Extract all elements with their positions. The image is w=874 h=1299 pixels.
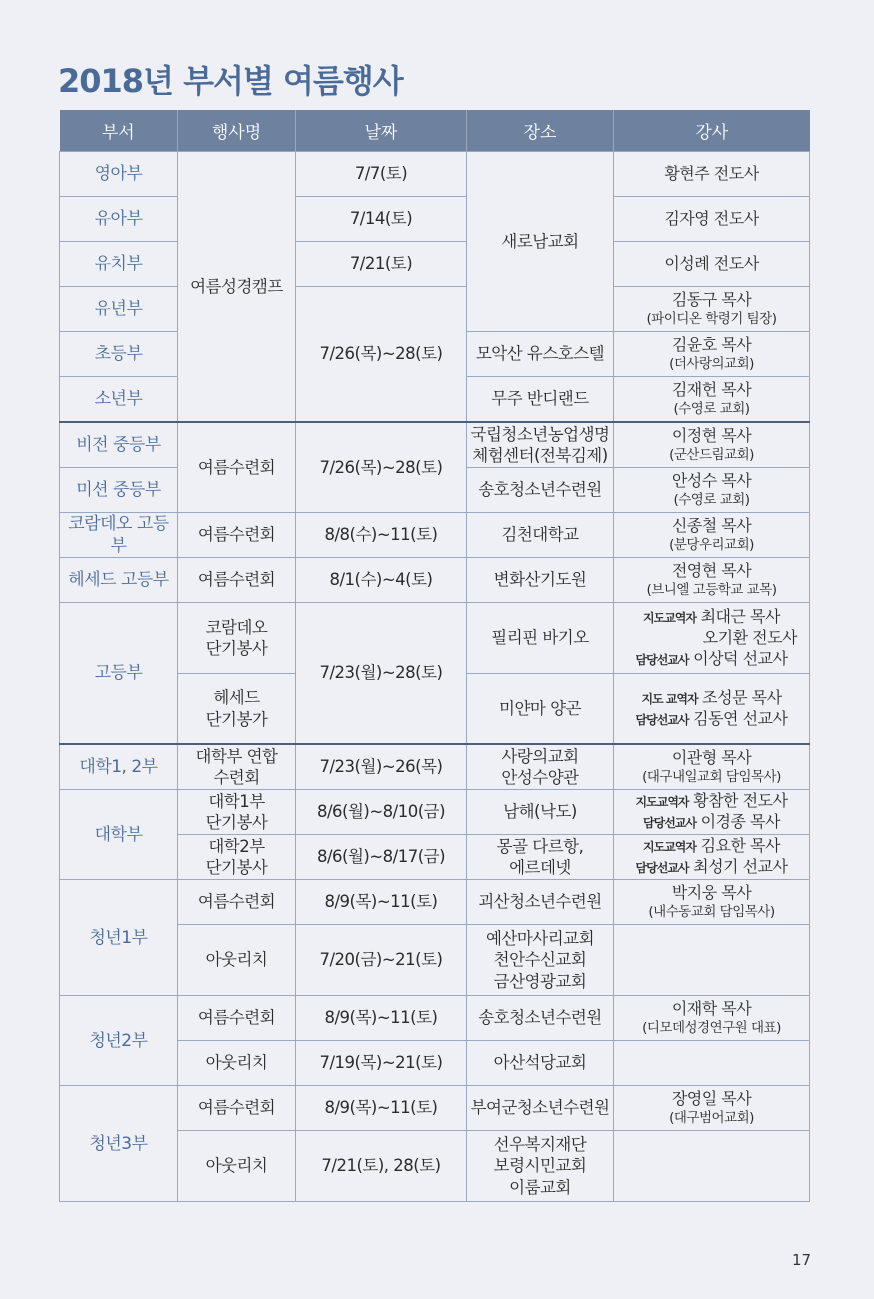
place-cell (467, 925, 614, 996)
speaker-cell (614, 744, 810, 790)
event-cell: 여름수련회 (178, 880, 296, 925)
event-cell (178, 674, 296, 745)
table-row (60, 880, 810, 925)
table-row (60, 790, 810, 835)
speaker-line (616, 791, 807, 812)
event-line: 단기봉사 (205, 639, 268, 659)
event-cell: 여름성경캠프 (178, 152, 296, 423)
place-cell: 새로남교회 (467, 152, 614, 332)
date-cell: 7/23(월)~26(목) (296, 744, 467, 790)
dept-cell: 영아부 (60, 152, 178, 197)
speaker-name: 최대근 목사 (700, 606, 780, 626)
dept-cell: 초등부 (60, 332, 178, 377)
dept-cell: 유아부 (60, 197, 178, 242)
table-row (60, 1086, 810, 1131)
event-line: 단기봉가 (205, 709, 268, 729)
speaker-role: 담당선교사 (635, 652, 689, 667)
header-date: 날짜 (296, 110, 467, 152)
speaker-name: 신종철 목사 (671, 515, 752, 535)
speaker-affiliation: (더사랑의교회) (669, 355, 754, 372)
speaker-cell (614, 558, 810, 603)
speaker-cell-empty (614, 925, 810, 996)
speaker-name: 이상덕 선교사 (693, 648, 788, 668)
event-cell: 여름수련회 (178, 996, 296, 1041)
place-cell: 부여군청소년수련원 (467, 1086, 614, 1131)
place-line: 예산마사리교회 (485, 929, 595, 949)
dept-cell: 청년2부 (60, 996, 178, 1086)
speaker-name: 이경종 목사 (700, 812, 780, 832)
speaker-name: 이관형 목사 (671, 748, 752, 768)
speaker-name: 김윤호 목사 (671, 334, 752, 354)
dept-cell: 유년부 (60, 287, 178, 332)
speaker-cell (614, 880, 810, 925)
date-cell: 7/7(토) (296, 152, 467, 197)
place-cell: 송호청소년수련원 (467, 468, 614, 513)
place-cell (467, 835, 614, 880)
speaker-affiliation: (대구내일교회 담임목사) (642, 768, 781, 785)
event-cell: 여름수련회 (178, 558, 296, 603)
speaker-name: 조성문 목사 (702, 687, 782, 707)
header-dept: 부서 (60, 110, 178, 152)
place-line: 몽골 다르항, (496, 836, 584, 856)
table-row (60, 287, 810, 332)
speaker-name: 전영현 목사 (671, 561, 752, 581)
place-line: 안성수양관 (501, 768, 579, 788)
place-cell: 괴산청소년수련원 (467, 880, 614, 925)
speaker-affiliation: (군산드림교회) (669, 446, 754, 463)
date-cell: 8/9(목)~11(토) (296, 1086, 467, 1131)
speaker-cell: 이성례 전도사 (614, 242, 810, 287)
date-cell: 7/26(목)~28(토) (296, 287, 467, 423)
place-cell (467, 422, 614, 468)
event-table (59, 110, 810, 1202)
event-cell (178, 835, 296, 880)
speaker-name: 이정현 목사 (671, 425, 752, 445)
date-cell: 7/21(토) (296, 242, 467, 287)
speaker-name: 최성기 선교사 (693, 857, 788, 877)
table-row (60, 242, 810, 287)
event-cell: 여름수련회 (178, 1086, 296, 1131)
date-cell: 8/9(목)~11(토) (296, 880, 467, 925)
speaker-affiliation: (대구범어교회) (669, 1109, 754, 1126)
speaker-cell (614, 513, 810, 558)
date-cell: 7/19(목)~21(토) (296, 1041, 467, 1086)
date-cell: 7/23(월)~28(토) (296, 603, 467, 745)
speaker-name: 이재학 목사 (671, 999, 752, 1019)
table-row (60, 197, 810, 242)
page-title: 2018년 부서별 여름행사 (58, 62, 403, 100)
table-row (60, 603, 810, 674)
speaker-cell (614, 603, 810, 674)
date-cell: 7/21(토), 28(토) (296, 1131, 467, 1202)
event-cell: 아웃리치 (178, 1131, 296, 1202)
dept-cell: 미션 중등부 (60, 468, 178, 513)
place-line: 선우복지재단 (493, 1135, 587, 1155)
speaker-affiliation: (수영로 교회) (673, 400, 750, 417)
speaker-affiliation: (브니엘 고등학교 교목) (646, 581, 777, 598)
speaker-name: 안성수 목사 (671, 470, 752, 490)
date-cell: 8/6(월)~8/10(금) (296, 790, 467, 835)
table-row (60, 996, 810, 1041)
event-cell (178, 744, 296, 790)
event-line: 단기봉사 (205, 813, 268, 833)
speaker-name: 오기환 전도사 (702, 627, 797, 647)
speaker-line (616, 836, 807, 857)
table-row (60, 558, 810, 603)
speaker-affiliation: (내수동교회 담임목사) (648, 903, 775, 920)
place-cell: 송호청소년수련원 (467, 996, 614, 1041)
event-cell: 여름수련회 (178, 513, 296, 558)
event-cell (178, 790, 296, 835)
page-number: 17 (792, 1251, 812, 1269)
table-row (60, 744, 810, 790)
date-cell: 8/1(수)~4(토) (296, 558, 467, 603)
speaker-role: 담당선교사 (635, 861, 689, 876)
header-speaker: 강사 (614, 110, 810, 152)
event-cell: 여름수련회 (178, 422, 296, 513)
place-line: 천안수신교회 (493, 950, 587, 970)
speaker-affiliation: (파이디온 학령기 팀장) (646, 310, 777, 327)
speaker-cell (614, 287, 810, 332)
place-line: 이룸교회 (509, 1177, 571, 1197)
speaker-cell: 황현주 전도사 (614, 152, 810, 197)
speaker-cell (614, 468, 810, 513)
speaker-cell (614, 674, 810, 745)
place-cell: 무주 반디랜드 (467, 377, 614, 423)
place-line: 국립청소년농업생명 (470, 424, 610, 444)
date-cell: 7/26(목)~28(토) (296, 422, 467, 513)
event-cell (178, 603, 296, 674)
speaker-affiliation: (분당우리교회) (669, 536, 754, 553)
speaker-name: 김재헌 목사 (671, 379, 752, 399)
dept-cell: 헤세드 고등부 (60, 558, 178, 603)
dept-cell: 청년1부 (60, 880, 178, 996)
place-line: 사랑의교회 (501, 746, 579, 766)
speaker-affiliation: (수영로 교회) (673, 491, 750, 508)
speaker-cell (614, 996, 810, 1041)
event-line: 대학2부 (208, 836, 265, 856)
speaker-line (616, 607, 807, 628)
speaker-cell: 김자영 전도사 (614, 197, 810, 242)
speaker-cell-empty (614, 1131, 810, 1202)
speaker-cell (614, 332, 810, 377)
place-cell: 김천대학교 (467, 513, 614, 558)
event-line: 수련회 (213, 768, 260, 788)
date-cell: 8/9(목)~11(토) (296, 996, 467, 1041)
speaker-role: 지도 교역자 (641, 691, 698, 706)
speaker-affiliation: (디모데성경연구원 대표) (642, 1019, 781, 1036)
event-line: 대학부 연합 (195, 746, 278, 766)
place-line: 금산영광교회 (493, 971, 587, 991)
speaker-name: 김요한 목사 (700, 836, 780, 856)
speaker-name: 김동연 선교사 (693, 708, 788, 728)
speaker-role: 담당선교사 (635, 712, 689, 727)
table-row (60, 513, 810, 558)
place-line: 에르데넷 (509, 858, 571, 878)
speaker-cell (614, 835, 810, 880)
header-place: 장소 (467, 110, 614, 152)
dept-cell: 비전 중등부 (60, 422, 178, 468)
speaker-line (616, 709, 807, 730)
place-cell: 변화산기도원 (467, 558, 614, 603)
speaker-role: 지도교역자 (643, 610, 696, 625)
event-line: 코람데오 (205, 617, 268, 637)
date-cell: 7/20(금)~21(토) (296, 925, 467, 996)
dept-cell: 청년3부 (60, 1086, 178, 1202)
place-cell (467, 1131, 614, 1202)
event-line: 단기봉사 (205, 858, 268, 878)
speaker-line (616, 649, 807, 670)
place-cell: 미얀마 양곤 (467, 674, 614, 745)
place-line: 체험센터(전북김제) (472, 446, 608, 465)
speaker-cell (614, 1086, 810, 1131)
event-cell: 아웃리치 (178, 1041, 296, 1086)
date-cell: 8/8(수)~11(토) (296, 513, 467, 558)
dept-cell: 대학1, 2부 (60, 744, 178, 790)
event-cell: 아웃리치 (178, 925, 296, 996)
place-cell: 남해(낙도) (467, 790, 614, 835)
event-line: 헤세드 (213, 688, 260, 708)
place-cell: 필리핀 바기오 (467, 603, 614, 674)
dept-cell: 코람데오 고등부 (60, 513, 178, 558)
table-header-row (60, 110, 810, 152)
dept-cell: 소년부 (60, 377, 178, 423)
header-event: 행사명 (178, 110, 296, 152)
event-line: 대학1부 (208, 791, 265, 811)
table-row (60, 422, 810, 468)
speaker-name: 황참한 전도사 (693, 791, 788, 811)
speaker-line (616, 812, 807, 833)
speaker-name: 박지웅 목사 (671, 883, 752, 903)
dept-cell: 대학부 (60, 790, 178, 880)
speaker-cell (614, 790, 810, 835)
speaker-line (616, 688, 807, 709)
place-cell (467, 744, 614, 790)
speaker-cell (614, 422, 810, 468)
speaker-role: 지도교역자 (643, 840, 696, 855)
dept-cell: 고등부 (60, 603, 178, 745)
date-cell: 7/14(토) (296, 197, 467, 242)
speaker-name: 김동구 목사 (671, 289, 752, 309)
date-cell: 8/6(월)~8/17(금) (296, 835, 467, 880)
place-line: 보령시민교회 (493, 1156, 587, 1176)
speaker-cell-empty (614, 1041, 810, 1086)
dept-cell: 유치부 (60, 242, 178, 287)
speaker-name: 장영일 목사 (671, 1089, 752, 1109)
place-cell: 모악산 유스호스텔 (467, 332, 614, 377)
speaker-line (616, 857, 807, 878)
speaker-role: 담당선교사 (643, 816, 696, 831)
place-cell: 아산석당교회 (467, 1041, 614, 1086)
speaker-role: 지도교역자 (635, 795, 689, 810)
speaker-cell (614, 377, 810, 423)
table-row (60, 152, 810, 197)
